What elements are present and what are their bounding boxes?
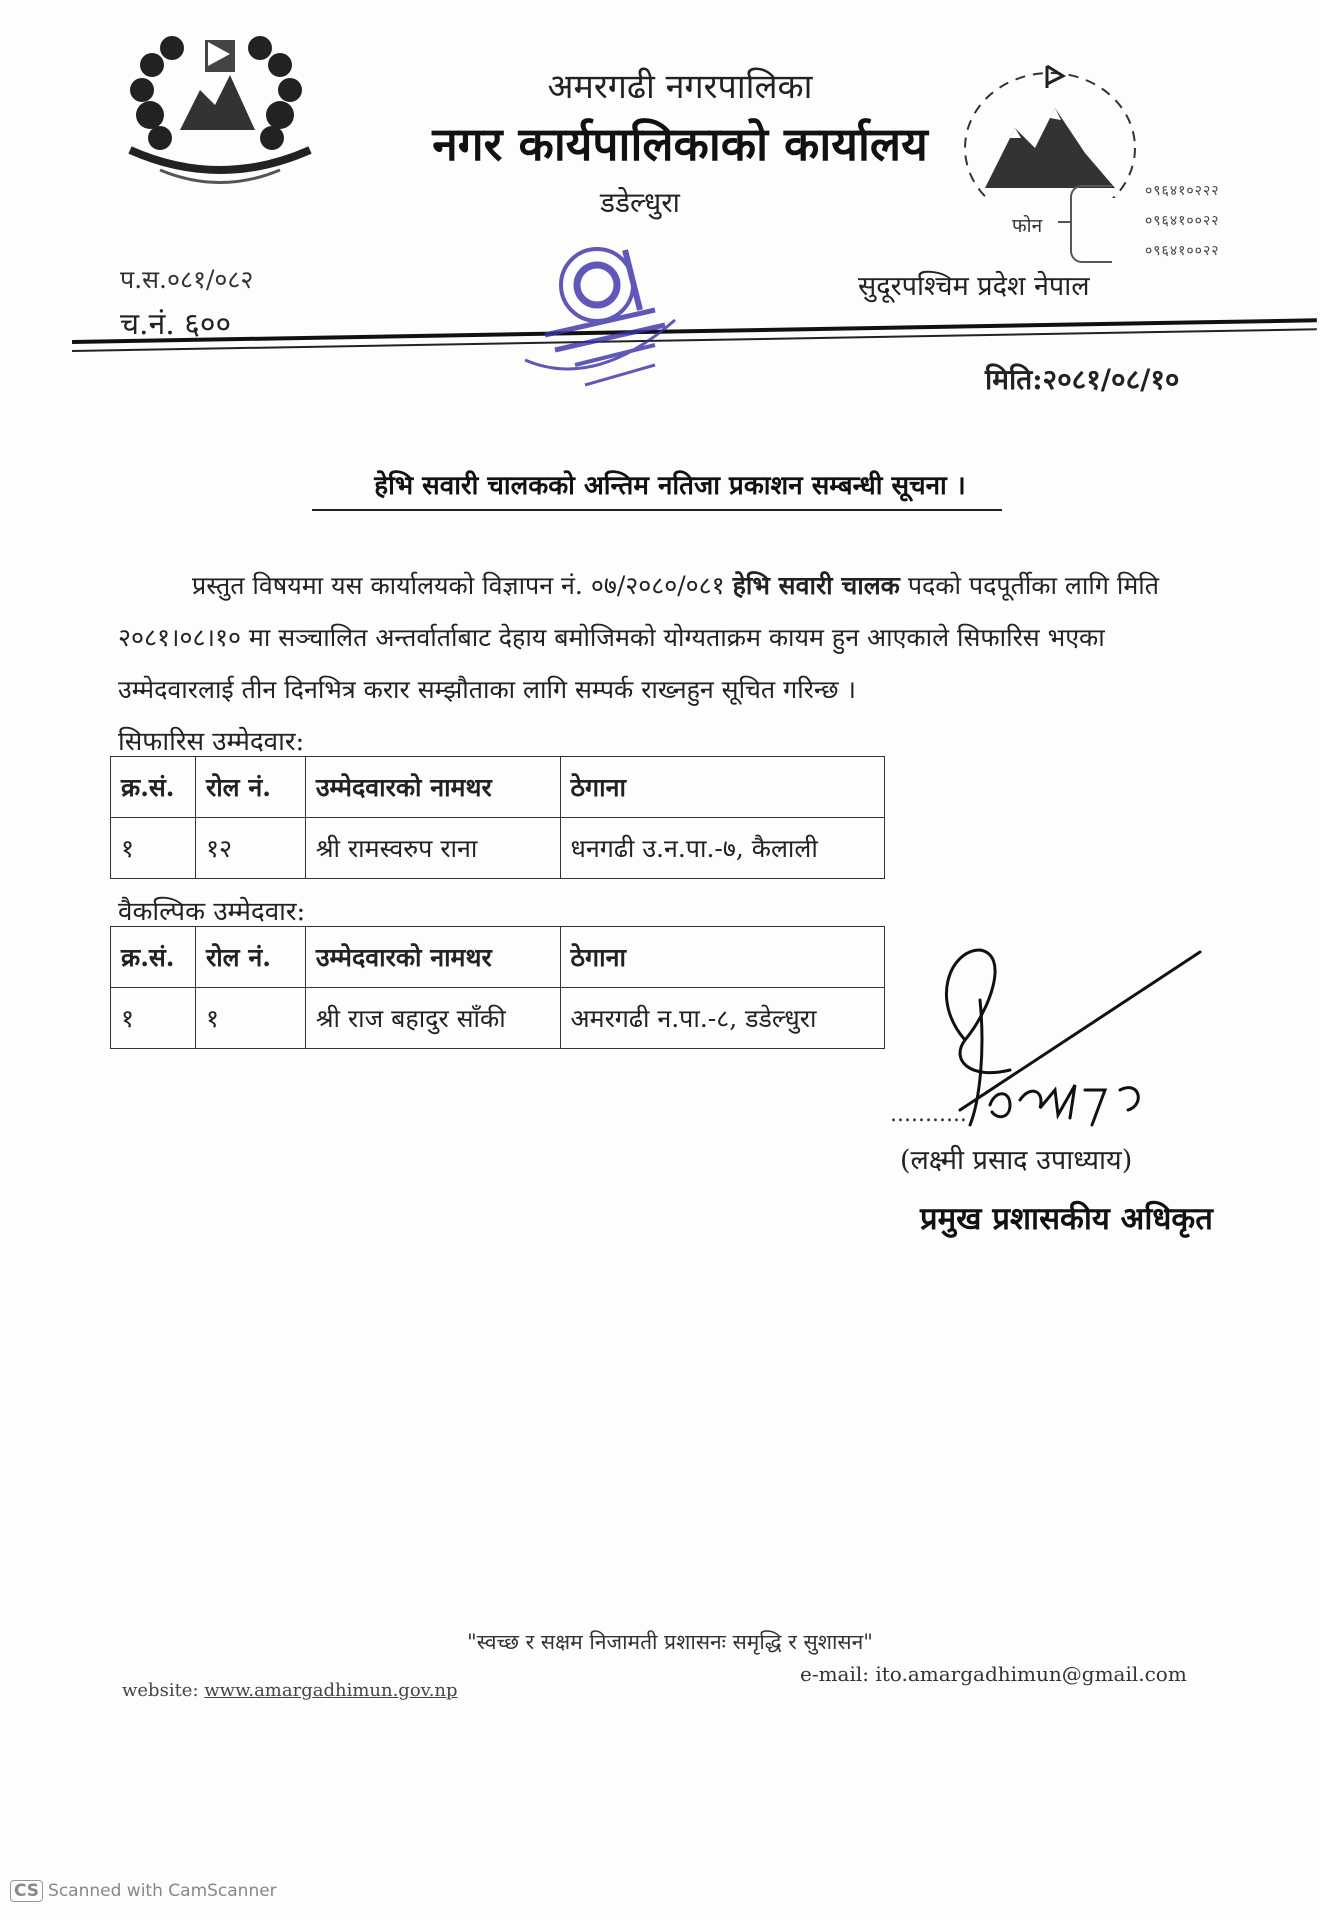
letter-reference-number: प.स.०८१/०८२ [120,265,254,294]
footer-email [800,1662,1187,1686]
phone-numbers [1145,176,1220,266]
col-header-roll: रोल नं. [195,757,305,818]
office-name: नगर कार्यपालिकाको कार्यालय [432,117,928,171]
cell-address: अमरगढी न.पा.-८, डडेल्धुरा [560,988,884,1049]
table-row [111,818,885,879]
col-header-roll: रोल नं. [195,927,305,988]
district-name: डडेल्धुरा [600,186,680,219]
province-name: सुदूरपश्चिम प्रदेश नेपाल [858,271,1090,302]
footer-website [122,1680,458,1701]
phone-number: ०९६४१०२२२ [1145,183,1220,199]
col-header-name: उम्मेदवारको नामथर [305,927,560,988]
municipality-name: अमरगढी नगरपालिका [547,67,813,107]
camscanner-text: Scanned with CamScanner [48,1881,277,1901]
cell-sn: १ [111,818,196,879]
col-header-address: ठेगाना [560,927,884,988]
cell-roll: १२ [195,818,305,879]
col-header-name: उम्मेदवारको नामथर [305,757,560,818]
cell-roll: १ [195,988,305,1049]
phone-number: ०९६४१००२२ [1145,213,1220,229]
table-row [111,988,885,1049]
col-header-sn: क्र.सं. [111,927,196,988]
phone-number: ०९६४१००२२ [1145,243,1220,259]
subject-underline [312,509,1002,511]
cell-address: धनगढी उ.न.पा.-७, कैलाली [560,818,885,879]
body-text-part2: पदको पदपूर्तीका लागि मिति २०८१।०८।१० मा सञ्चालित अन्तर्वार्ताबाट देहाय बमोजिमको योग्यताक्रम कायम हुन आएकाले सिफारिस भएका उम्मेदवारलाई तीन दिनभित्र करार सम्झौताका लागि सम्पर्क राख्नहुन सूचित गरिन्छ । [118,571,1160,704]
alternate-candidates-label: वैकल्पिक उम्मेदवार: [118,897,306,927]
table-header-row [111,757,885,818]
camscanner-watermark [10,1880,277,1902]
body-post-name: हेभि सवारी चालक [732,571,900,600]
notice-body [118,560,1208,716]
phone-label: फोन [1012,215,1043,237]
website-label: website: [122,1680,199,1701]
nepal-emblem-logo [120,20,320,200]
dispatch-number: च.नं. ६०० [120,307,232,342]
notice-subject: हेभि सवारी चालकको अन्तिम नतिजा प्रकाशन सम्बन्धी सूचना । [374,471,966,501]
phone-bracket [1070,185,1112,263]
cell-sn: १ [111,988,196,1049]
col-header-address: ठेगाना [560,757,885,818]
signatory-title: प्रमुख प्रशासकीय अधिकृत [920,1201,1213,1237]
email-label: e-mail: [800,1662,870,1686]
website-link[interactable]: www.amargadhimun.gov.np [204,1680,458,1701]
footer-motto: "स्वच्छ र सक्षम निजामती प्रशासनः समृद्धि र सुशासन" [467,1630,873,1654]
cell-name: श्री रामस्वरुप राना [305,818,560,879]
alternate-candidates-table [110,926,885,1049]
recommended-candidates-table [110,756,885,879]
recommended-candidates-label: सिफारिस उम्मेदवार: [118,727,305,757]
table-header-row [111,927,885,988]
col-header-sn: क्र.सं. [111,757,196,818]
office-stamp [505,240,705,410]
cell-name: श्री राज बहादुर साँकी [305,988,560,1049]
signatory-name: (लक्ष्मी प्रसाद उपाध्याय) [900,1145,1133,1176]
municipality-logo [955,58,1145,198]
email-address[interactable]: ito.amargadhimun@gmail.com [875,1662,1187,1686]
body-text-part1: प्रस्तुत विषयमा यस कार्यालयको विज्ञापन नं. ०७/२०८०/०८१ [192,571,725,600]
signature-dotted-line: ........... [890,1102,967,1127]
camscanner-logo-icon: CS [10,1880,43,1902]
issue-date: मिति:२०८१/०८/१० [985,363,1180,396]
